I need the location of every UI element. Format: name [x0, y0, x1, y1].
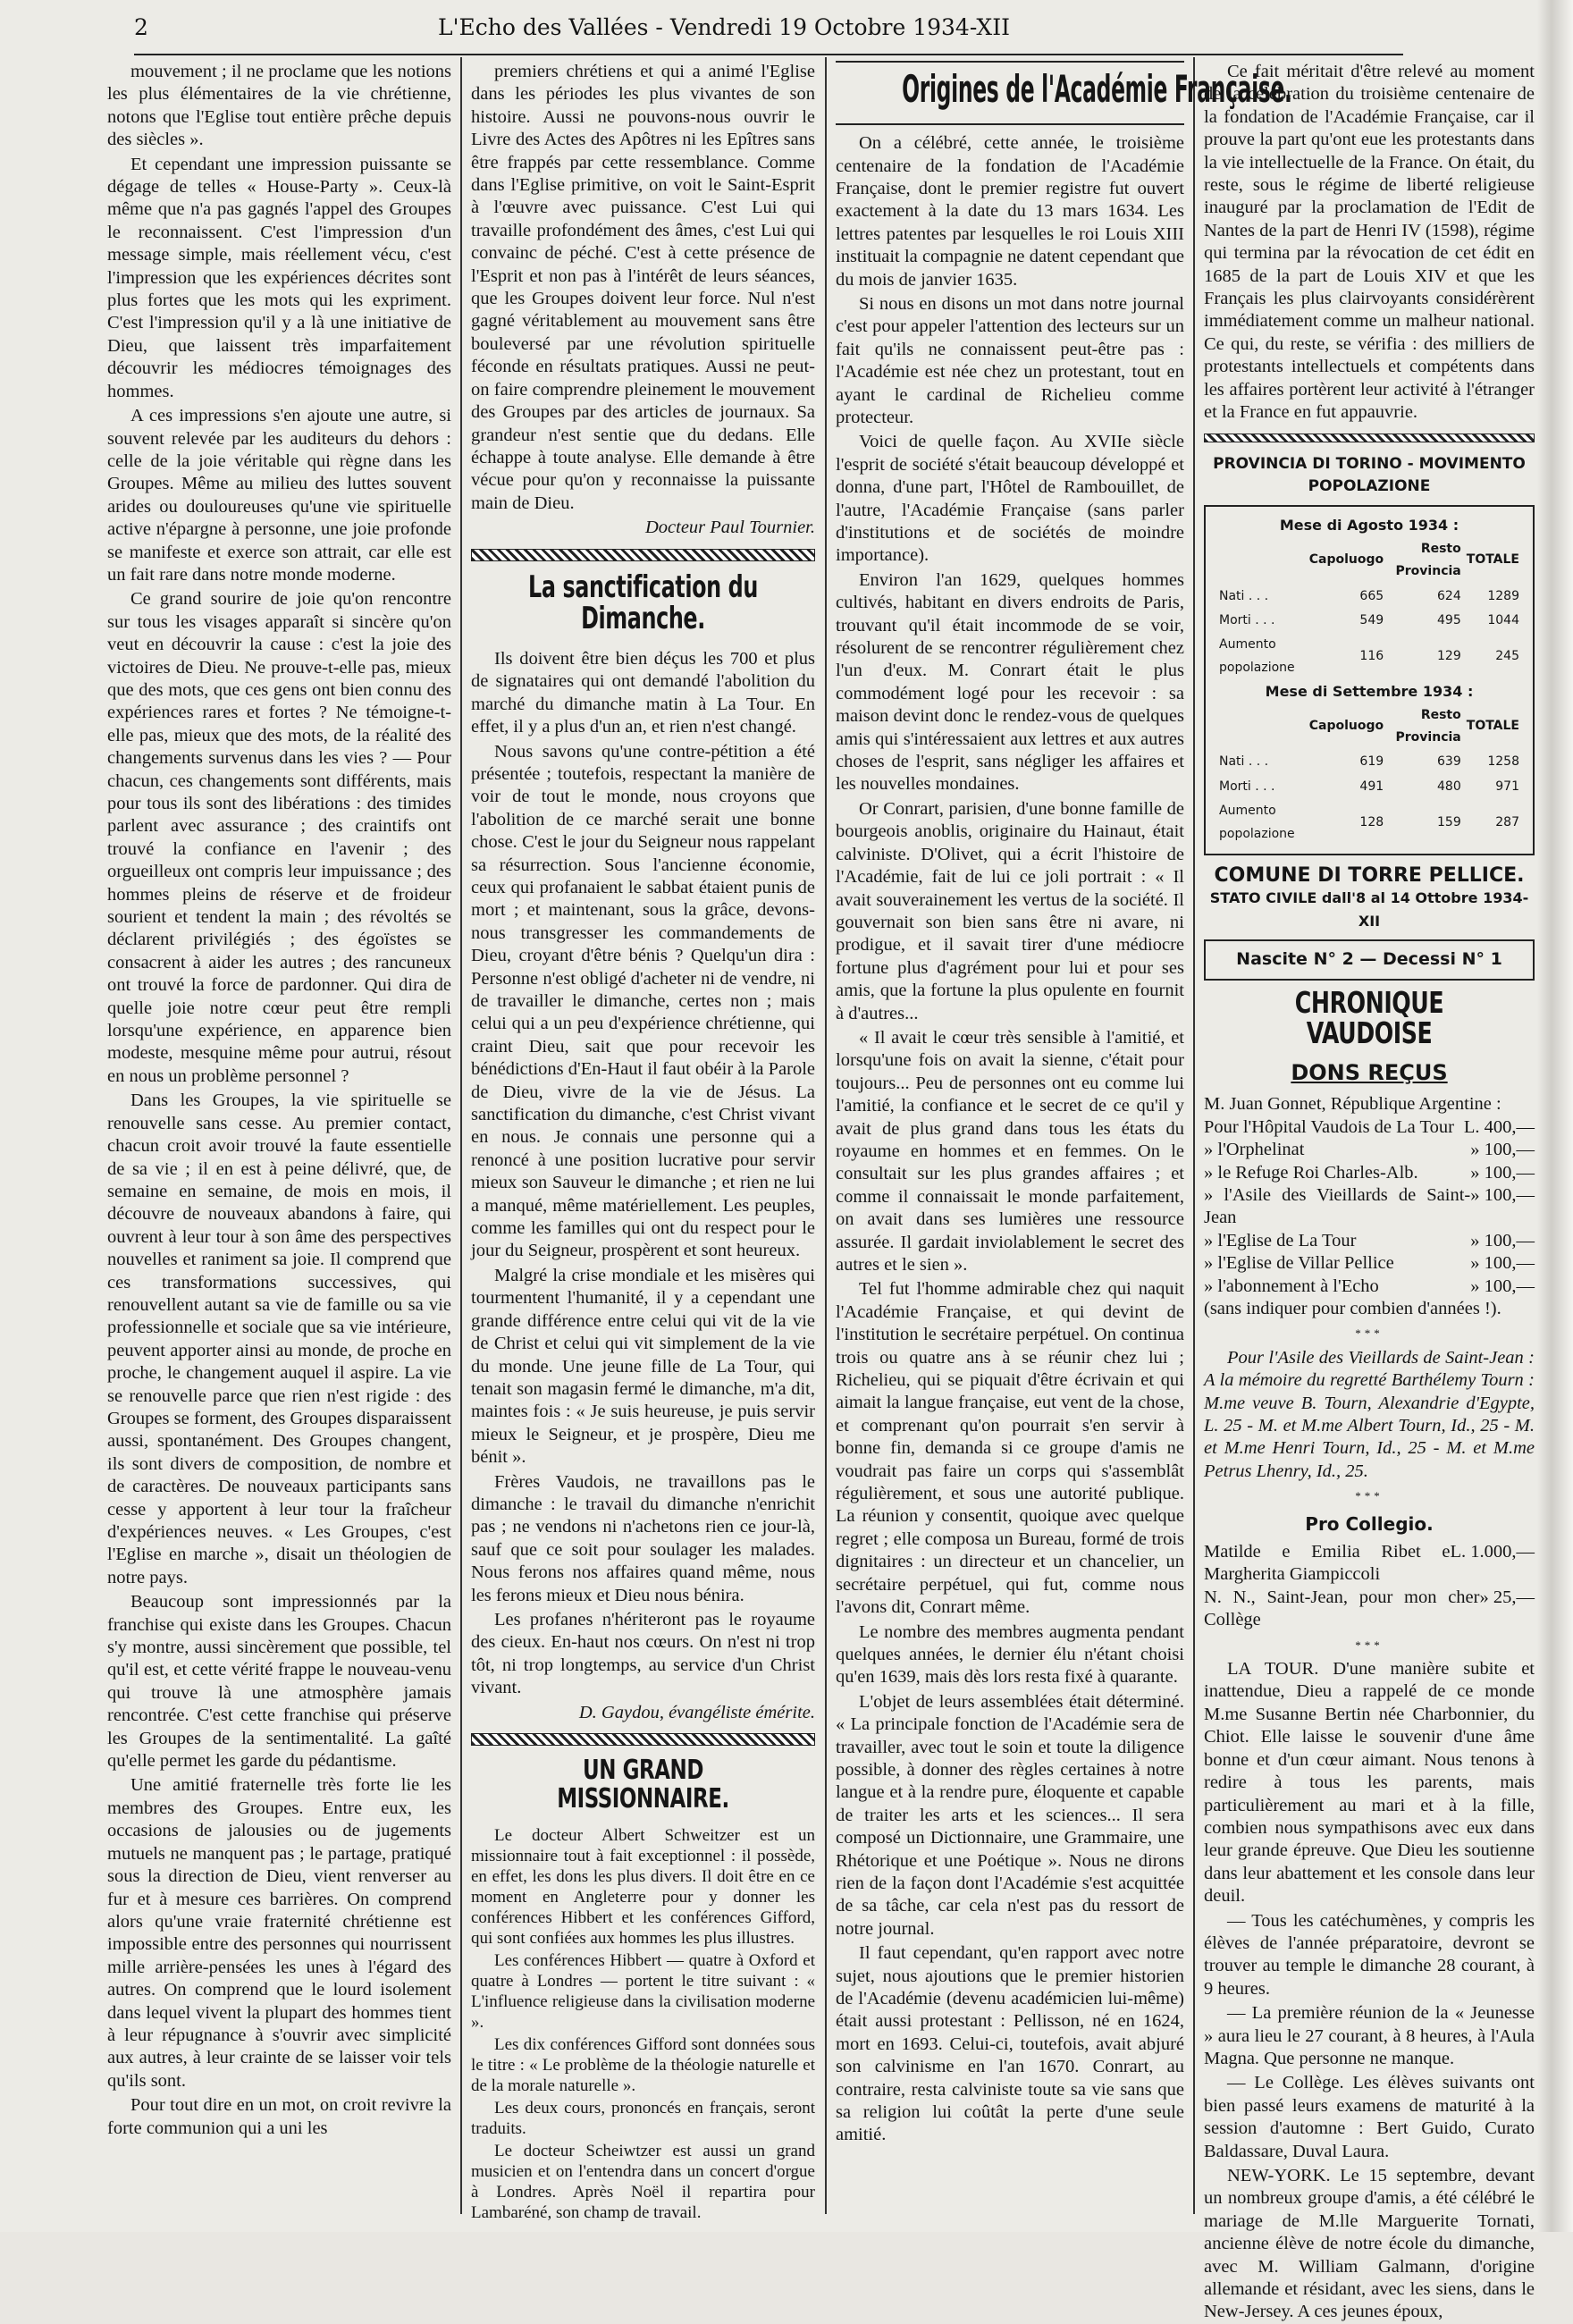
paragraph-dimanche: Malgré la crise mondiale et les misères qui tourmentent l'humanité, il y a cependant une grande différence entre celui qui vit de la vie de Christ et celui qui vit simplement de la vie du monde. Une jeune fille de La Tour, qui tenait son magasin fermé le dimanche, m'a dit, maintes fois : « Je suis heureuse, je puis servir mieux le Seigneur, et je prospère, Dieu me bénit ».: [471, 1265, 815, 1468]
don-row-amount: » 100,—: [1470, 1230, 1535, 1250]
paragraph-missionnaire: Le docteur Albert Schweitzer est un missionnaire tout à fait exceptionnel : il possède, en effet, les dons les plus divers. Il doit être en ce moment en Angleterre pour y donner les conférences Hibbert et les conférences Gifford, qui sont confiées aux hommes les plus illustres.: [471, 1826, 815, 1948]
paragraph-academie: Il faut cependant, qu'en rapport avec notre sujet, nous ajoutions que le premier historien de l'Académie (devenu académicien lui-même) était aussi protestant : Pellisson, né en 1624, mort en 1693. Celui-ci, toutefois, avait abjuré son calvinisme en l'an 1670. Conrart, au contraire, resta calviniste toute sa vie sans que sa religion lui coûtât la perte d'une seule amitié.: [836, 1943, 1184, 2145]
headline-academie: Origines de l'Académie Française.: [902, 67, 1292, 111]
collegio-row-label: Matilde e Emilia Ribet e Margherita Giampiccoli: [1204, 1542, 1451, 1585]
don-row-amount: » 100,—: [1470, 1276, 1535, 1296]
stats-cell: 495: [1437, 612, 1461, 627]
don-row-label: » le Refuge Roi Charles-Alb.: [1204, 1162, 1418, 1183]
stats-cell: 287: [1495, 814, 1519, 829]
stats-table: [1216, 537, 1522, 680]
stats-cell: Aumento popolazione: [1219, 804, 1295, 841]
academie-continuation: Ce fait méritait d'être relevé au moment de la célébration du troisième centenaire de la fondation de l'Académie Française, car il prouve la part qu'ont eue les protestants dans la vie intellectuelle de la France. On était, du reste, sous le régime de liberté religieuse inauguré par la proclamation de l'Edit de Nantes de la part de Henri IV (1598), régime qui termina par la révocation de cet édit en 1685 de la part de Louis XIV et que les Français les plus clairvoyants considérèrent immédiatement comme un malheur national. Ce qui, du reste, se vérifia : des milliers de protestants intellectuels et compétents dans les affaires portèrent leur activité à l'étranger et la France en fut appauvrie.: [1204, 62, 1535, 423]
paragraph-academie: Or Conrart, parisien, d'une bonne famille de bourgeois anoblis, originaire du Hainaut, était calviniste. D'Olivet, qui a écrit l'histoire de l'Académie, fait de lui ce joli portrait : « Il avait souverainement les vertus de la société. Il gouvernait son bien sans être ni avare, ni prodigue, et il savait tirer d'une médiocre fortune plus d'agrément pour lui et pour ses amis, que la fortune la plus opulente en fournit à d'autres...: [836, 798, 1184, 1023]
paragraph-groupes: Et cependant une impression puissante se dégage de telles « House-Party ». Ceux-là même que n'a pas gagnés l'appel des Groupes le reconnaissent. C'est l'impression d'un message simple, mais réellement vécu, c'est l'impression que les expériences décrites sont plus fortes que les mots qui les expriment. C'est l'impression qu'il y a là une initiative de Dieu, que laissent très imparfaitement découvrir les médiocres témoignages des hommes.: [107, 154, 451, 401]
stats-cell: 116: [1359, 649, 1384, 664]
paragraph-missionnaire: Les dix conférences Gifford sont données sous le titre : « Le problème de la théologie naturelle et de la morale naturelle ».: [471, 2035, 815, 2095]
stats-cell: Aumento popolazione: [1219, 637, 1295, 675]
stats-cell: 971: [1495, 779, 1519, 794]
stats-cell: Nati . . .: [1219, 588, 1269, 603]
stats-cell: 1258: [1487, 754, 1519, 770]
don-row: [1204, 1162, 1535, 1184]
stats-month-title: Mese di Agosto 1934 :: [1279, 517, 1459, 535]
pro-collegio-title: Pro Collegio.: [1305, 1512, 1434, 1535]
stats-cell: 639: [1437, 754, 1461, 770]
stats-cell: 245: [1495, 649, 1519, 664]
paragraph-dimanche: Nous savons qu'une contre-pétition a été présentée ; toutefois, respectant la manière de voir de tout le monde, nous croyons que l'abolition de ce marché serait une bonne chose. C'est le jour du Seigneur nous rappelant sa résurrection. Sous l'ancienne économie, ceux qui profanaient le sabbat étaient punis de mort ; et maintenant, sous la grâce, devons-nous transgresser les commandements de Dieu, croyant d'être bénis ? Quelqu'un dira : Personne n'est obligé d'acheter ni de vendre, ni de travailler le dimanche, certes non ; mais celui qui a un peu d'expérience chrétienne, qui craint Dieu, sait que pour recevoir les bénédictions d'En-Haut il faut obéir à la Parole de Dieu, vivre de la vie de Jésus. La sanctification du dimanche, c'est Christ vivant en nous. Je connais une personne qui a renoncé à une position lucrative pour servir mieux son Sauveur le dimanche ; et rien ne lui a manqué, même matériellement. Les peuples, comme les familles qui ont du respect pour le jour du Seigneur, prospèrent et sont heureux.: [471, 741, 815, 1261]
stats-cell: 129: [1437, 649, 1461, 664]
paragraph-academie: On a célébré, cette année, le troisième centenaire de la fondation de l'Académie Française, dont le premier registre fut ouvert exactement à la date du 13 mars 1634. Les lettres patentes par lesquelles le roi Louis XIII instituait la compagnie ne datent cependant que du mois de janvier 1635.: [836, 133, 1184, 290]
stats-header: [1216, 537, 1307, 585]
ornament-rule: [471, 549, 815, 561]
column-2: [471, 61, 815, 2222]
stats-header: Capoluogo: [1308, 719, 1384, 734]
paragraph-groupes: mouvement ; il ne proclame que les notions les plus élémentaires de la vie chrétienne, notons que l'Eglise tout entière prêche depuis des siècles ».: [107, 62, 451, 150]
dons-note: (sans indiquer pour combien d'années !).: [1204, 1298, 1502, 1318]
stats-cell: 159: [1437, 814, 1461, 829]
headline-missionnaire: UN GRAND MISSIONNAIRE.: [557, 1755, 729, 1815]
stats-cell: 619: [1359, 754, 1384, 770]
column-divider: [825, 57, 827, 2214]
stats-header: Resto Provincia: [1395, 541, 1461, 579]
don-row: [1204, 1116, 1535, 1139]
stats-table: [1216, 703, 1522, 846]
paragraph-chronique: — Le Collège. Les élèves suivants ont bien passé leurs examens de maturité à la session d'automne : Bert Guido, Curato Baldassare, Duval Laura.: [1204, 2073, 1535, 2161]
headline-sanctification: La sanctification du Dimanche.: [528, 568, 758, 637]
don-row: [1204, 1230, 1535, 1252]
don-row-label: » l'Orphelinat: [1204, 1140, 1305, 1160]
paragraph-academie: « Il avait le cœur très sensible à l'amitié, et lorsqu'une fois on avait la sienne, c'était pour toujours... Peu de personnes ont eu comme lui l'amitié, la confiance et le secret de ce qu'il y avait de plus grand dans tous les états du royaume en hommes et en femmes. On le consultait sur les plus grandes affaires ; et comme il connaissait le monde parfaitement, on avait dans ses lumières une ressource assurée. Il gardait inviolablement le secret des autres et le sien ».: [836, 1027, 1184, 1275]
paragraph-chronique: — La première réunion de la « Jeunesse » aura lieu le 27 courant, à 8 heures, à l'Aula Magna. Que personne ne manque.: [1204, 2003, 1535, 2068]
stats-cell: 549: [1359, 612, 1384, 627]
paragraph-groupes-end: premiers chrétiens et qui a animé l'Eglise dans les périodes les plus vivantes de son histoire. Aussi ne pouvons-nous ouvrir le Livre des Actes des Apôtres ni les Epîtres sans être frappés par cette ressemblance. Comme dans l'Eglise primitive, on voit le Saint-Esprit à l'œuvre avec puissance. C'est Lui qui travaille profondément des âmes, c'est Lui qui convainc de péché. C'est à cette présence de l'Esprit et non pas à l'intérêt de leurs séances, que les Groupes doivent leur force. Nul n'est gagné véritablement au mouvement sans être bouleversé par une révolution spirituelle féconde en résultats pratiques. Aussi ne peut-on faire comprendre pleinement le mouvement des Groupes par des articles de journaux. Sa grandeur n'est sentie que du dedans. Elle échappe à toute analyse. Elle demande à être vécue pour qu'on y reconnaisse la puissante main de Dieu.: [471, 62, 815, 513]
stats-title: PROVINCIA DI TORINO - MOVIMENTO POPOLAZIONE: [1213, 454, 1526, 495]
stats-cell: 1289: [1487, 588, 1519, 603]
stats-header: [1216, 703, 1307, 751]
signature-gaydou: D. Gaydou, évangéliste émérite.: [578, 1702, 815, 1722]
don-row: [1204, 1252, 1535, 1275]
paragraph-chronique: LA TOUR. D'une manière subite et inattendue, Dieu a rappelé de ce monde M.me Susanne Bertin née Charbonnier, du Chiot. Elle laisse le souvenir d'une âme bonne et d'un cœur aimant. Nous tenons à redire à tous les parents, mais particulièrement au mari et à la fille, combien nous sympathisons avec eux dans leur grande épreuve. Que Dieu les soutienne dans leur abattement et les console dans leur deuil.: [1204, 1659, 1535, 1907]
separator-stars: ***: [1355, 1638, 1384, 1652]
ornament-rule: [1204, 434, 1535, 442]
dons-intro: M. Juan Gonnet, République Argentine :: [1204, 1094, 1502, 1115]
don-row: [1204, 1184, 1535, 1230]
stats-cell: 128: [1359, 814, 1384, 829]
paragraph-dimanche: Les profanes n'hériteront pas le royaume des cieux. En-haut nos cœurs. On n'est ni trop tôt, ni trop longtemps, au service d'un Christ vivant.: [471, 1609, 815, 1698]
separator-stars: ***: [1355, 1489, 1384, 1503]
stats-cell: 491: [1359, 779, 1384, 794]
column-divider: [1193, 57, 1195, 2214]
stats-cell: Morti . . .: [1219, 612, 1275, 627]
population-stats-box: [1204, 505, 1535, 855]
collegio-row-label: N. N., Saint-Jean, pour mon cher Collège: [1204, 1587, 1480, 1630]
don-row-label: » l'abonnement à l'Echo: [1204, 1276, 1379, 1296]
paragraph-groupes: A ces impressions s'en ajoute une autre, si souvent relevée par les auditeurs du dehors : celle de la joie véritable qui règne dans les Groupes. Même au milieu des luttes souvent arides ou douloureuses qu'une vie spirituelle active n'épargne à personne, une joie profonde se manifeste et exerce son attrait, car elle est un fait rare dans notre monde moderne.: [107, 406, 451, 585]
paragraph-academie: Environ l'an 1629, quelques hommes cultivés, habitant en divers endroits de Paris, trouvant qu'il était incommode de se voir, résolurent de se rencontrer régulièrement chez l'un d'eux. M. Conrart était le plus commodément logé pour les recevoir : sa maison devint donc le rendez-vous de quelques amis qui s'intéressaient aux lettres et aux autres choses de l'esprit, sans négliger les affaires et les nouvelles mondaines.: [836, 569, 1184, 795]
nascite-box: Nascite N° 2 — Decessi N° 1: [1204, 939, 1535, 980]
paragraph-groupes: Ce grand sourire de joie qu'on rencontre sur tous les visages apparaît si sincère qu'on veut en découvrir la cause : c'est la joie des victoires de Dieu. Ne prouve-t-elle pas, mieux que des mots, que ces gens ont bien connu des expériences rares et fortes ? Ne témoigne-t-elle pas, mieux que des mots, de la réalité des changements survenus dans les vies ? — Pour chacun, ces changements sont différents, mais pour tous ils sont des libérations : des timides parlent avec assurance ; des craintifs ont trouvé la confiance en l'avenir ; des orgueilleux ont compris leur impuissance ; des hommes pleins de réserve et de froideur sourient et tendent la main ; des révoltés se déclarent privilégiés ; des égoïstes se consacrent à aider les autres ; des rancuneux ont trouvé la force de pardonner. Qui dira de quelle joie notre cœur peut être rempli lorsqu'une expérience, en apparence bien modeste, mesquine même pour autrui, résout en nous un problème personnel ?: [107, 589, 451, 1086]
separator-stars: ***: [1355, 1326, 1384, 1341]
stats-cell: Nati . . .: [1219, 754, 1269, 770]
paragraph-groupes: Dans les Groupes, la vie spirituelle se renouvelle sans cesse. Au premier contact, chacun croit avoir trouvé la faute essentielle de sa vie ; il en est à peine délivré, que, de semaine en semaine, de mois en mois, il découvre de nouveaux abandons à faire, qui ouvrent à leur tour à son âme des perspectives nouvelles et raniment sa joie. Il comprend que ces transformations successives, qui renouvellent autant sa vie de famille ou sa vie professionnelle et sociale que sa vie intérieure, peuvent apporter ainsi au monde, de proche en proche, le changement auquel il aspire. La vie se renouvelle parce que rien n'est rigide : des Groupes se forment, des Groupes disparaissent aussi, spontanément. Des Groupes changent, ils sont divers de composition, de nombre et de caractères. De nouveaux participants sans cesse y apportent à leur tour la fraîcheur d'expériences neuves. « Les Groupes, c'est l'Eglise en marche », disait un théologien de notre pays.: [107, 1090, 451, 1587]
stats-header: Capoluogo: [1308, 552, 1384, 568]
collegio-row-amount: » 25,—: [1479, 1587, 1535, 1607]
don-row: [1204, 1139, 1535, 1161]
paragraph-missionnaire: Le docteur Scheiwtzer est aussi un grand musicien et on l'entendra dans un concert d'orgue à Londres. Après Noël il repartira pour Lambaréné, son champ de travail.: [471, 2142, 815, 2222]
stats-cell: 1044: [1487, 612, 1519, 627]
page-header: [134, 9, 1403, 55]
stats-header: Resto Provincia: [1395, 707, 1461, 745]
stato-civile: STATO CIVILE dall'8 al 14 Ottobre 1934-XII: [1209, 889, 1529, 930]
masthead: L'Echo des Vallées - Vendredi 19 Octobre 1934-XII: [438, 14, 1010, 40]
stats-header: TOTALE: [1466, 552, 1519, 568]
column-1: [107, 61, 451, 2205]
collegio-row: [1204, 1541, 1535, 1587]
paragraph-missionnaire: Les deux cours, prononcés en français, seront traduits.: [471, 2099, 815, 2138]
stats-cell: 480: [1437, 779, 1461, 794]
asile-dons: Pour l'Asile des Vieillards de Saint-Jean : A la mémoire du regretté Barthélemy Tourn : M.me veuve B. Tourn, Alexandrie d'Egypte, L. 25 - M. et M.me Albert Tourn, Id., 25 - M. et M.me Henri Tourn, Id., 25 - M. et M.me Petrus Lhenry, Id., 25.: [1204, 1347, 1535, 1481]
collegio-row: [1204, 1587, 1535, 1632]
stats-cell: 665: [1359, 588, 1384, 603]
stats-header: TOTALE: [1466, 719, 1519, 734]
paragraph-academie: Tel fut l'homme admirable chez qui naquit l'Académie Française, et qui devint de l'institution le secrétaire perpétuel. On continua trois ou quatre ans à se réunir chez lui ; Richelieu, qui se piquait d'être écrivain et qui aimait la langue française, eut vent de la chose, et comprenant qu'on pourrait s'en servir à bonne fin, demanda si ce groupe d'amis ne voudrait pas faire un corps qui s'assemblât régulièrement, et sous une autorité publique. La réunion y consentit, quoique avec quelque regret ; elle composa un Bureau, formé de trois dignitaires : un directeur et un chancelier, un secrétaire perpétuel, qui fut, comme nous l'avons dit, Conrart même.: [836, 1279, 1184, 1618]
paragraph-academie: L'objet de leurs assemblées était déterminé. « La principale fonction de l'Académie sera de travailler, avec tout le soin et toute la diligence possible, à donner des règles certaines à notre langue et à la rendre pure, éloquente et capable de traiter les arts et les sciences... Il sera composé un Dictionnaire, une Grammaire, une Rhétorique et une Poétique ». Nous ne dirons rien de la façon dont l'Académie s'est acquittée de sa tâche, car cela n'est pas du ressort de notre journal.: [836, 1691, 1184, 1939]
signature-tournier: Docteur Paul Tournier.: [644, 518, 815, 538]
don-row-amount: » 100,—: [1470, 1140, 1535, 1160]
paragraph-academie: Le nombre des membres augmenta pendant quelques années, le dernier élu n'étant choisi qu'en 1639, mais dès lors resta fixé à quarante.: [836, 1621, 1184, 1688]
ornament-rule: [471, 1733, 815, 1746]
don-row-amount: » 100,—: [1470, 1184, 1535, 1205]
paragraph-dimanche: Frères Vaudois, ne travaillons pas le dimanche : le travail du dimanche n'enrichit pas ; ne vendons ni n'achetons rien ce jour-là, sauf que ce soit pour soulager les malades. Nous ferons nos affaires quand même, nous les ferons mieux et Dieu nous bénira.: [471, 1471, 815, 1605]
don-row: [1204, 1276, 1535, 1298]
don-row-amount: » 100,—: [1470, 1253, 1535, 1274]
stats-cell: Morti . . .: [1219, 779, 1275, 794]
paragraph-chronique: NEW-YORK. Le 15 septembre, devant un nombreux groupe d'amis, a été célébré le mariage de M.lle Marguerite Tornati, ancienne élève de notre école du dimanche, avec M. William Galmann, d'origine allemande et résidant, avec les siens, dans le New-Jersey. A ces jeunes époux,: [1204, 2166, 1535, 2322]
paragraph-groupes: Beaucoup sont impressionnés par la franchise qui existe dans les Groupes. Chacun s'y montre, aussi sincèrement que possible, tel qu'il est, et cette vérité frappe le nouveau-venu qui trouve là une atmosphère jamais rencontrée. C'est cette franchise qui préserve les Groupes de la sentimentalité. La gaîté qu'elle permet les garde du pédantisme.: [107, 1592, 451, 1772]
don-row-amount: » 100,—: [1470, 1162, 1535, 1183]
page-number: 2: [134, 14, 148, 40]
paragraph-academie: Voici de quelle façon. Au XVIIe siècle l'esprit de société s'était beaucoup développé et donna, d'une part, l'Hôtel de Rambouillet, de l'autre, l'Académie Française (sans parler d'institutions et de sociétés de moindre importance).: [836, 432, 1184, 566]
stats-cell: 624: [1437, 588, 1461, 603]
don-row-label: Pour l'Hôpital Vaudois de La Tour: [1204, 1116, 1454, 1137]
commune-title: COMUNE DI TORRE PELLICE.: [1214, 864, 1525, 887]
don-row-label: » l'Asile des Vieillards de Saint-Jean: [1204, 1184, 1471, 1228]
paragraph-dimanche: Ils doivent être bien déçus les 700 et plus de signataires qui ont demandé l'abolition du marché du dimanche matin à La Tour. En effet, il y a plus d'un an, et rien n'est changé.: [471, 648, 815, 737]
paragraph-academie: Si nous en disons un mot dans notre journal c'est pour appeler l'attention des lecteurs sur un fait qu'ils ne connaissent peut-être pas : l'Académie est née chez un protestant, tout en ayant le cardinal de Richelieu comme protecteur.: [836, 293, 1184, 427]
header-rule: [134, 54, 1403, 55]
column-4: [1204, 61, 1535, 2322]
don-row-amount: L. 400,—: [1463, 1116, 1535, 1137]
don-row-label: » l'Eglise de Villar Pellice: [1204, 1253, 1394, 1274]
dons-title: DONS REÇUS: [1291, 1059, 1448, 1085]
paragraph-groupes: Pour tout dire en un mot, on croit revivre la forte communion qui a uni les: [107, 2095, 451, 2138]
paragraph-groupes: Une amitié fraternelle très forte lie les membres des Groupes. Entre eux, les occasions de jalousies ou de jugements mutuels ne manquent pas ; le partage, pratiqué sous la direction de Dieu, vient renverser au fur et à mesure ces barrières. On comprend alors qu'une vraie fraternité chrétienne est impossible entre des personnes qui nourrissent mille arrière-pensées les unes à l'égard des autres. On comprend que le lourd isolement dans lequel vivent la plupart des hommes tient à leur répugnance à s'ouvrir avec simplicité aux autres, à leur crainte de se laisser voir tels qu'ils sont.: [107, 1775, 451, 2091]
stats-month-title: Mese di Settembre 1934 :: [1265, 683, 1474, 701]
page-edge-shadow: [1537, 0, 1573, 2232]
paragraph-chronique: — Tous les catéchumènes, y compris les élèves de l'année préparatoire, devront se trouver au temple le dimanche 28 courant, à 9 heures.: [1204, 1910, 1535, 1999]
headline-chronique: CHRONIQUE VAUDOISE: [1294, 984, 1444, 1051]
paragraph-missionnaire: Les conférences Hibbert — quatre à Oxford et quatre à Londres — portent le titre suivant : « L'influence religieuse dans la civilisation moderne ».: [471, 1951, 815, 2032]
collegio-row-amount: L. 1.000,—: [1450, 1542, 1535, 1562]
column-divider: [460, 57, 462, 2214]
don-row-label: » l'Eglise de La Tour: [1204, 1230, 1357, 1250]
